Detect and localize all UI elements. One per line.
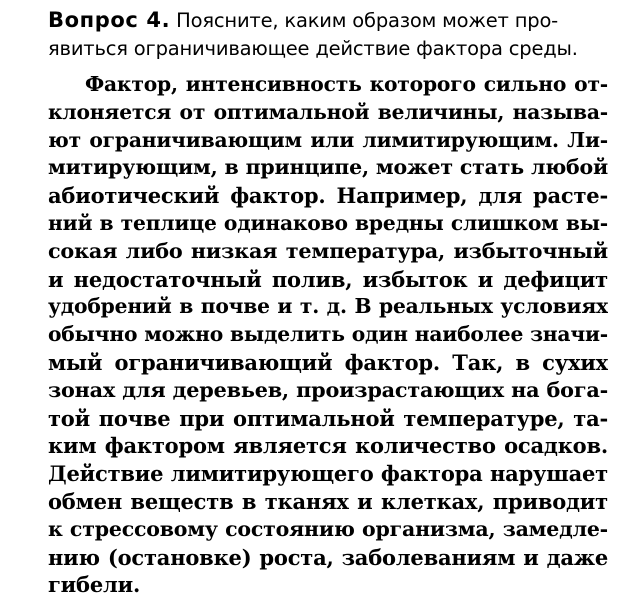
answer-line: обмен веществ в тканях и клетках, приводит [48, 488, 608, 514]
answer-line: Фактор, интенсивность которого сильно от- [85, 72, 608, 96]
answer-line: абиотический фактор. Например, для расте- [48, 183, 608, 209]
answer-line: зонах для деревьев, произрастающих на бога- [48, 377, 608, 402]
question-block [48, 6, 633, 63]
answer-line: нию (остановке) роста, заболеваниям и даже [48, 544, 608, 570]
answer-paragraph [48, 71, 608, 599]
answer-line: сокая либо низкая температура, избыточный [48, 238, 608, 263]
answer-line: той почве при оптимальной температуре, та- [48, 405, 608, 431]
answer-line: ют ограничивающим или лимитирующим. Ли- [48, 127, 608, 152]
answer-line: Действие лимитирующего фактора нарушает [48, 461, 608, 487]
question-line: явиться ограничивающее действие фактора среды. [48, 37, 578, 60]
answer-line: к стрессовому состоянию организма, замедле- [48, 516, 608, 541]
answer-line: и недостаточный полив, избыток и дефицит [48, 266, 608, 292]
answer-line: митирующим, в принципе, может стать любой [48, 155, 608, 180]
answer-line: гибели. [48, 572, 141, 598]
question-text: Поясните, каким образом может про- [170, 9, 559, 32]
answer-line: ний в теплице одинаково вредны слишком вы- [48, 210, 608, 235]
answer-line: удобрений в почве и т. д. В реальных условиях [48, 294, 608, 319]
answer-line: клоняется от оптимальной величины, называ- [48, 99, 608, 124]
answer-line: мый ограничивающий фактор. Так, в сухих [48, 349, 608, 375]
answer-line: обычно можно выделить один наиболее значи- [48, 322, 608, 347]
answer-line: ким фактором является количество осадков. [48, 433, 608, 459]
question-line [48, 6, 633, 35]
question-label: Вопрос 4. [48, 8, 171, 32]
